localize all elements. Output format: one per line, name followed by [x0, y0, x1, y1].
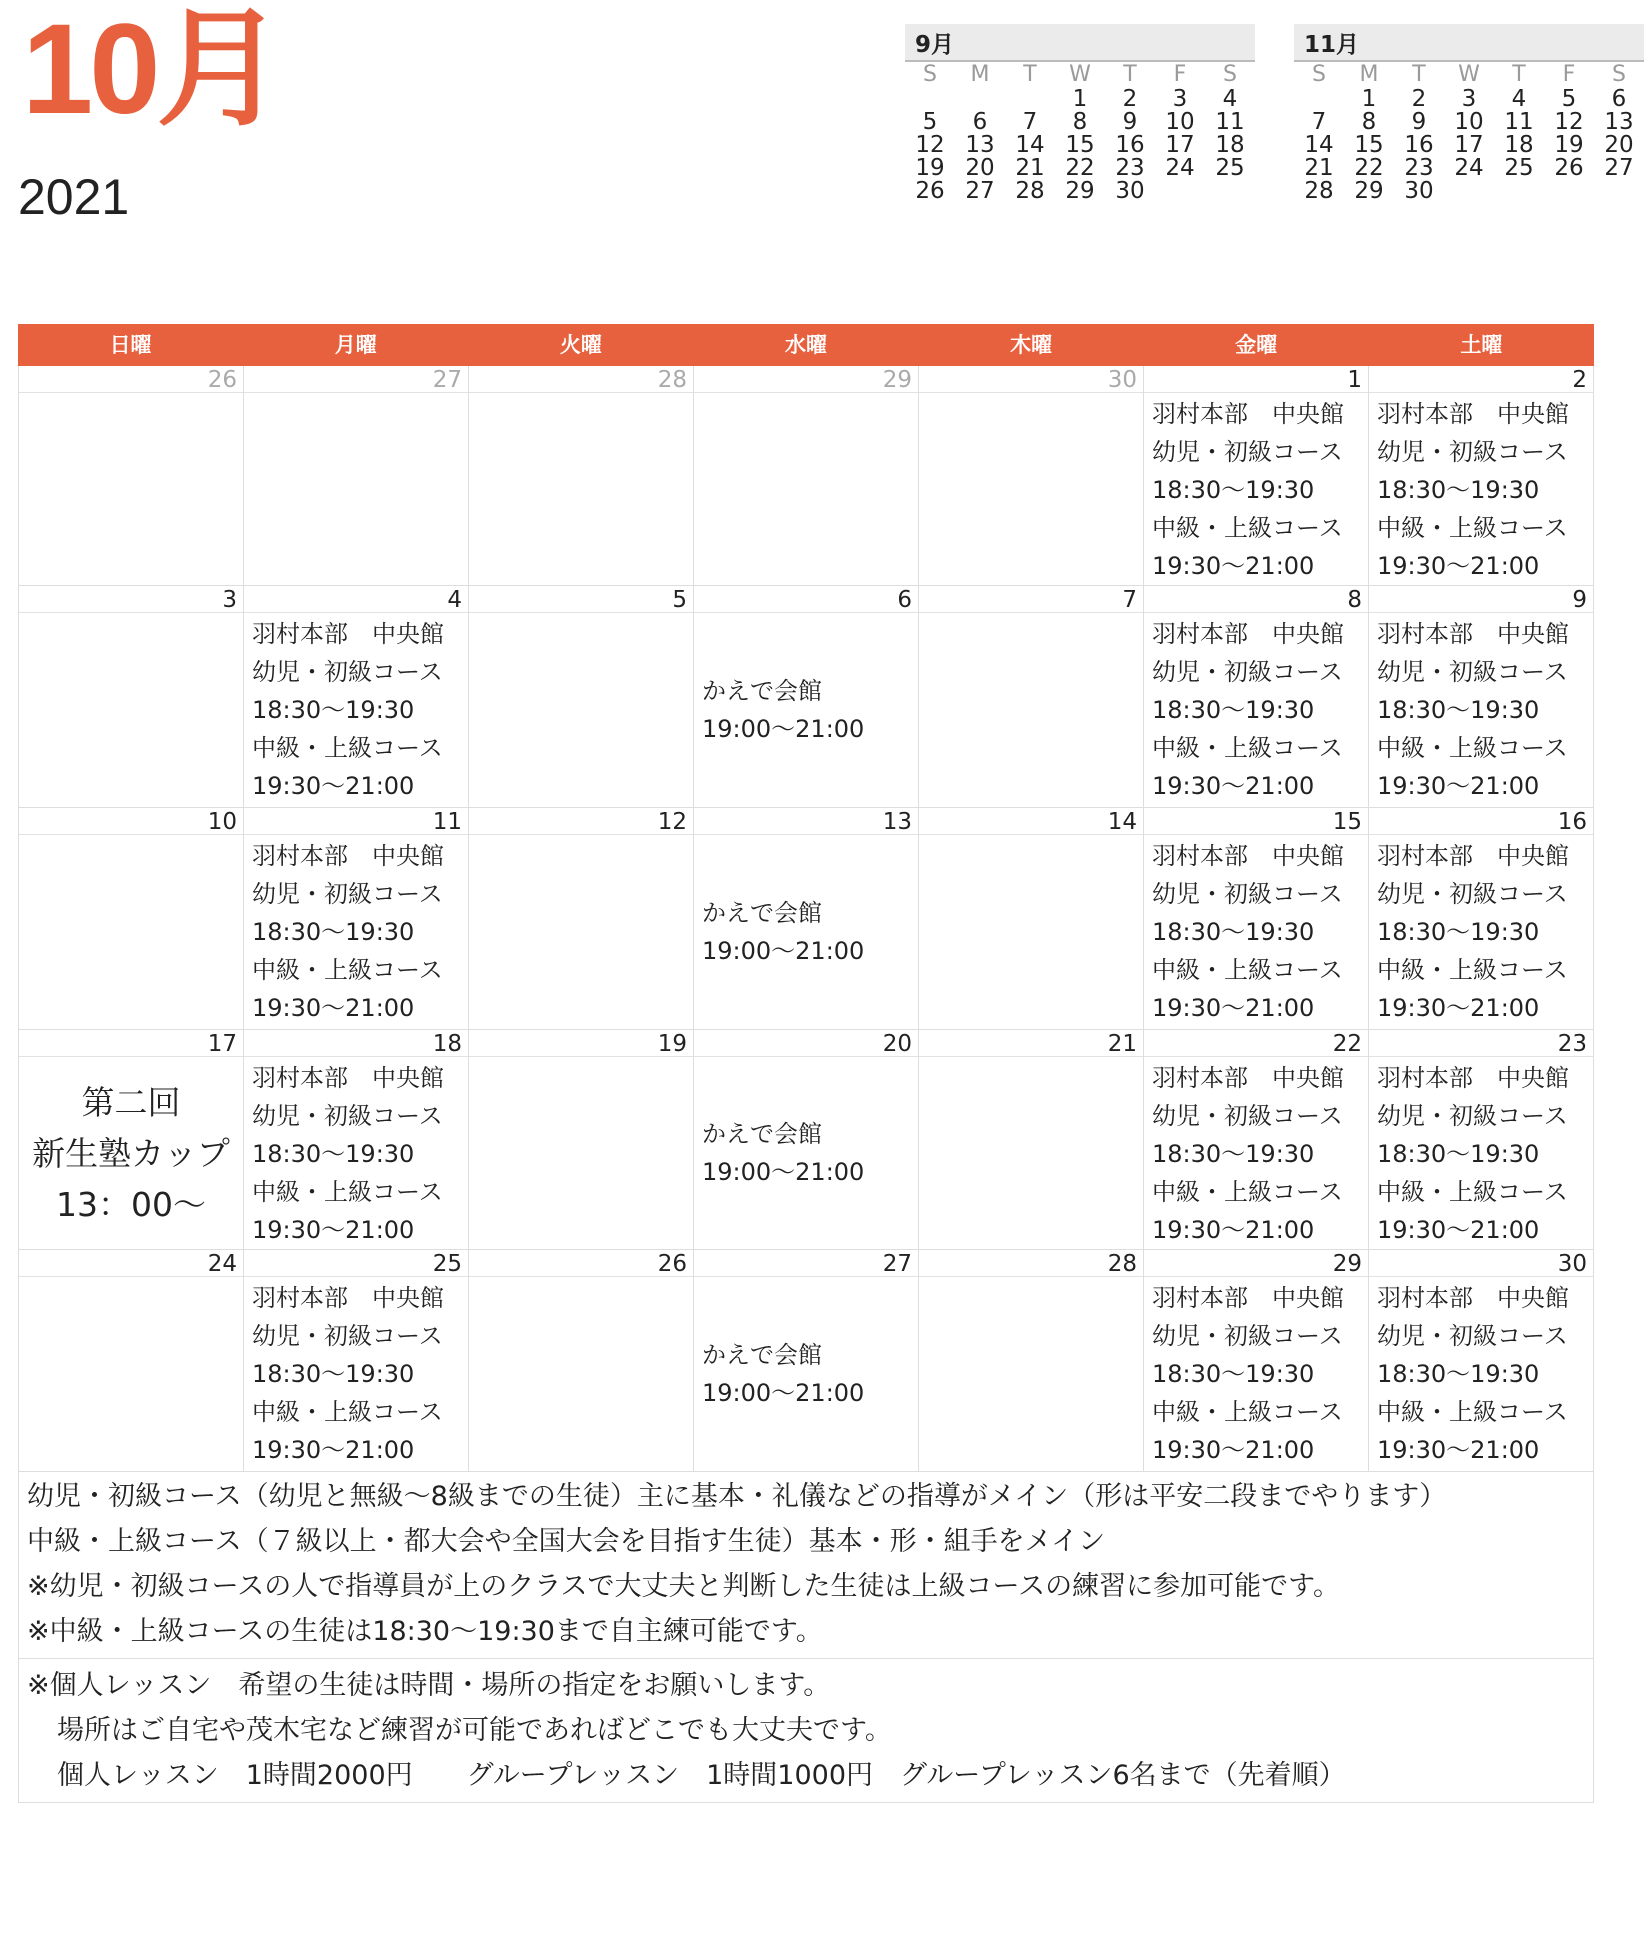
day-cell[interactable]	[1144, 1250, 1369, 1472]
day-number: 23	[1369, 1030, 1593, 1057]
day-cell[interactable]	[19, 1250, 244, 1472]
day-cell[interactable]	[244, 586, 469, 808]
day-cell[interactable]	[244, 1030, 469, 1250]
event-line: かえで会館	[702, 1341, 822, 1369]
weekday-thu: 木曜	[1010, 333, 1053, 357]
event-line: 19:30〜21:00	[1152, 1436, 1315, 1464]
month-calendar	[18, 324, 1594, 1472]
mini-day[interactable]: 11	[1504, 109, 1534, 135]
mini-dow-label: F	[1562, 62, 1576, 87]
day-cell[interactable]	[694, 1030, 919, 1250]
mini-calendar-grid	[905, 62, 1255, 203]
day-cell[interactable]	[919, 808, 1144, 1030]
event-line: 中級・上級コース	[1377, 1178, 1568, 1206]
event-line: 幼児・初級コース	[1377, 438, 1568, 466]
day-cell[interactable]	[469, 586, 694, 808]
event-line: 羽村本部 中央館	[252, 1064, 444, 1092]
mini-day	[1005, 88, 1055, 111]
day-cell[interactable]	[1144, 808, 1369, 1030]
mini-day[interactable]: 27	[1604, 155, 1634, 181]
mini-day[interactable]: 3	[1461, 86, 1477, 112]
event-line: 中級・上級コース	[1152, 1398, 1343, 1426]
event-line: 19:00〜21:00	[702, 1379, 865, 1407]
day-number: 6	[694, 586, 918, 613]
day-number: 18	[244, 1030, 468, 1057]
mini-day[interactable]: 27	[965, 178, 995, 204]
class-event[interactable]	[1369, 613, 1593, 805]
day-number: 22	[1144, 1030, 1368, 1057]
note-line: ※個人レッスン 希望の生徒は時間・場所の指定をお願いします。	[27, 1670, 831, 1701]
class-event[interactable]	[694, 1057, 918, 1249]
event-line: 18:30〜19:30	[1152, 1360, 1315, 1388]
mini-day[interactable]: 6	[1611, 86, 1627, 112]
note-box	[18, 1659, 1594, 1803]
mini-day[interactable]: 4	[1511, 86, 1527, 112]
mini-day[interactable]: 28	[1015, 178, 1045, 204]
mini-day[interactable]: 7	[1311, 109, 1327, 135]
event-line: 19:00〜21:00	[702, 1158, 865, 1186]
event-line: 19:30〜21:00	[1377, 772, 1540, 800]
day-number: 29	[1144, 1250, 1368, 1277]
mini-dow-label: S	[1223, 62, 1237, 87]
event-line: 羽村本部 中央館	[252, 620, 444, 648]
class-event[interactable]	[1369, 1277, 1593, 1469]
day-cell[interactable]	[469, 1030, 694, 1250]
day-number: 29	[694, 366, 918, 393]
event-line: 18:30〜19:30	[252, 696, 415, 724]
class-event[interactable]	[1369, 1057, 1593, 1249]
weekday-sun: 日曜	[109, 333, 152, 357]
note-box	[18, 1470, 1594, 1659]
mini-calendar-nov	[1294, 24, 1644, 203]
mini-day[interactable]: 8	[1361, 109, 1377, 135]
event-line: 第二回	[81, 1082, 181, 1122]
mini-dow-label: M	[1359, 62, 1379, 87]
weekday-tue: 火曜	[559, 333, 602, 357]
class-event[interactable]	[694, 835, 918, 1029]
day-cell[interactable]	[1369, 366, 1594, 586]
day-cell[interactable]	[919, 1030, 1144, 1250]
mini-day[interactable]: 16	[1404, 132, 1434, 158]
mini-day[interactable]: 17	[1165, 132, 1195, 158]
mini-day[interactable]: 18	[1504, 132, 1534, 158]
mini-day[interactable]: 15	[1065, 132, 1095, 158]
day-cell[interactable]	[19, 366, 244, 586]
mini-day[interactable]: 10	[1454, 109, 1484, 135]
class-event[interactable]	[244, 613, 468, 805]
class-event[interactable]	[1369, 835, 1593, 1027]
calendar-body	[18, 366, 1594, 1472]
mini-dow-label: T	[1512, 62, 1526, 87]
event-line: 羽村本部 中央館	[252, 1284, 444, 1312]
mini-day	[1294, 88, 1344, 111]
event-line: 中級・上級コース	[252, 1178, 443, 1206]
day-number: 12	[469, 808, 693, 835]
event-line: 羽村本部 中央館	[1377, 842, 1569, 870]
class-event[interactable]	[694, 613, 918, 807]
event-line: 中級・上級コース	[252, 1398, 443, 1426]
event-line: 幼児・初級コース	[1377, 880, 1568, 908]
note-line: 幼児・初級コース（幼児と無級〜8級までの生徒）主に基本・礼儀などの指導がメイン（形は平安二段までやります）	[27, 1481, 1447, 1512]
mini-day[interactable]: 24	[1165, 155, 1195, 181]
mini-calendar-grid	[1294, 62, 1644, 203]
day-number: 11	[244, 808, 468, 835]
weekday-fri: 金曜	[1235, 333, 1278, 357]
day-number: 3	[19, 586, 243, 613]
day-number: 15	[1144, 808, 1368, 835]
day-cell[interactable]	[1144, 1030, 1369, 1250]
day-cell[interactable]	[1369, 1030, 1594, 1250]
mini-day[interactable]: 25	[1504, 155, 1534, 181]
mini-day[interactable]: 23	[1404, 155, 1434, 181]
mini-day[interactable]: 14	[1015, 132, 1045, 158]
event-line: 19:00〜21:00	[702, 715, 865, 743]
mini-day[interactable]: 17	[1454, 132, 1484, 158]
mini-dow-label: F	[1173, 62, 1187, 87]
day-number: 21	[919, 1030, 1143, 1057]
event-line: 19:30〜21:00	[1377, 552, 1540, 580]
event-line: 19:30〜21:00	[1377, 1436, 1540, 1464]
day-number: 13	[694, 808, 918, 835]
class-event[interactable]	[1144, 393, 1368, 585]
day-number: 30	[1369, 1250, 1593, 1277]
note-line: 場所はご自宅や茂木宅など練習が可能であればどこでも大丈夫です。	[57, 1715, 892, 1746]
day-cell[interactable]	[1369, 1250, 1594, 1472]
day-cell[interactable]	[694, 1250, 919, 1472]
mini-dow-label: S	[1312, 62, 1326, 87]
mini-day[interactable]: 26	[1554, 155, 1584, 181]
day-number: 20	[694, 1030, 918, 1057]
mini-dow-label: S	[1612, 62, 1626, 87]
class-event[interactable]	[244, 835, 468, 1027]
day-number: 24	[19, 1250, 243, 1277]
mini-calendar-title: 9月	[905, 24, 1255, 62]
day-cell[interactable]	[469, 366, 694, 586]
event-line: 新生塾カップ	[32, 1133, 230, 1173]
mini-day[interactable]: 19	[1554, 132, 1584, 158]
mini-day[interactable]: 1	[1361, 86, 1377, 112]
event-line: 19:30〜21:00	[252, 1436, 415, 1464]
mini-day	[955, 88, 1005, 111]
mini-day[interactable]: 14	[1304, 132, 1334, 158]
day-cell[interactable]	[694, 808, 919, 1030]
mini-day[interactable]: 29	[1065, 178, 1095, 204]
mini-calendar-sep	[905, 24, 1255, 203]
event-line: 18:30〜19:30	[1152, 918, 1315, 946]
day-number: 26	[19, 366, 243, 393]
mini-dow-label: T	[1023, 62, 1037, 87]
day-cell[interactable]	[244, 808, 469, 1030]
day-number: 28	[469, 366, 693, 393]
event-line: 19:30〜21:00	[1152, 1216, 1315, 1244]
day-number: 27	[244, 366, 468, 393]
event-line: 幼児・初級コース	[1152, 438, 1343, 466]
mini-day[interactable]: 25	[1215, 155, 1245, 181]
day-cell[interactable]	[19, 1030, 244, 1250]
mini-dow-label: W	[1069, 62, 1091, 87]
mini-day[interactable]: 18	[1215, 132, 1245, 158]
event-line: 18:30〜19:30	[1377, 1140, 1540, 1168]
day-cell[interactable]	[1144, 366, 1369, 586]
day-number: 26	[469, 1250, 693, 1277]
mini-day[interactable]: 13	[1604, 109, 1634, 135]
event-line: 羽村本部 中央館	[1377, 1064, 1569, 1092]
mini-day[interactable]: 11	[1215, 109, 1245, 135]
mini-day[interactable]: 26	[915, 178, 945, 204]
mini-dow-label: T	[1412, 62, 1426, 87]
mini-day[interactable]: 16	[1115, 132, 1145, 158]
mini-day[interactable]: 2	[1122, 86, 1138, 112]
event-line: 18:30〜19:30	[252, 918, 415, 946]
class-event[interactable]	[1144, 613, 1368, 805]
class-event[interactable]	[1144, 1277, 1368, 1469]
day-cell[interactable]	[694, 366, 919, 586]
note-line: ※中級・上級コースの生徒は18:30〜19:30まで自主練可能です。	[27, 1616, 823, 1647]
mini-day[interactable]: 28	[1304, 178, 1334, 204]
day-number: 5	[469, 586, 693, 613]
day-cell[interactable]	[919, 1250, 1144, 1472]
event-line: 幼児・初級コース	[1377, 658, 1568, 686]
event-line: 幼児・初級コース	[1152, 880, 1343, 908]
mini-dow-label: W	[1458, 62, 1480, 87]
day-number: 27	[694, 1250, 918, 1277]
mini-dow-label: S	[923, 62, 937, 87]
event-line: 18:30〜19:30	[1377, 696, 1540, 724]
event-line: 羽村本部 中央館	[1152, 842, 1344, 870]
event-line: 中級・上級コース	[1377, 734, 1568, 762]
note-line: 個人レッスン 1時間2000円 グループレッスン 1時間1000円 グループレッスン6名まで（先着順）	[57, 1760, 1346, 1791]
event-line: 中級・上級コース	[1152, 514, 1343, 542]
event-line: 中級・上級コース	[252, 734, 443, 762]
mini-day[interactable]: 7	[1022, 109, 1038, 135]
event-line: 19:30〜21:00	[1377, 1216, 1540, 1244]
mini-day[interactable]: 12	[915, 132, 945, 158]
day-number: 30	[919, 366, 1143, 393]
day-number: 7	[919, 586, 1143, 613]
day-number: 8	[1144, 586, 1368, 613]
class-event[interactable]	[1369, 393, 1593, 585]
day-cell[interactable]	[919, 366, 1144, 586]
event-line: 羽村本部 中央館	[1377, 400, 1569, 428]
event-line: 19:30〜21:00	[1152, 552, 1315, 580]
mini-day[interactable]: 8	[1072, 109, 1088, 135]
event-line: 羽村本部 中央館	[1377, 620, 1569, 648]
day-cell[interactable]	[694, 586, 919, 808]
event-line: 19:30〜21:00	[1152, 772, 1315, 800]
mini-day[interactable]: 5	[922, 109, 938, 135]
day-cell[interactable]	[244, 1250, 469, 1472]
day-number: 14	[919, 808, 1143, 835]
special-event[interactable]	[19, 1057, 243, 1249]
event-line: 18:30〜19:30	[1377, 1360, 1540, 1388]
mini-day[interactable]: 2	[1411, 86, 1427, 112]
mini-day[interactable]: 21	[1015, 155, 1045, 181]
event-line: 中級・上級コース	[1377, 956, 1568, 984]
day-cell[interactable]	[469, 1250, 694, 1472]
event-line: 18:30〜19:30	[1152, 476, 1315, 504]
day-cell[interactable]	[1144, 586, 1369, 808]
event-line: かえで会館	[702, 1120, 822, 1148]
mini-dow-label: T	[1123, 62, 1137, 87]
mini-day[interactable]: 13	[965, 132, 995, 158]
event-line: 18:30〜19:30	[1152, 1140, 1315, 1168]
event-line: 18:30〜19:30	[252, 1140, 415, 1168]
class-event[interactable]	[244, 1057, 468, 1249]
event-line: 中級・上級コース	[252, 956, 443, 984]
event-line: 幼児・初級コース	[252, 1322, 443, 1350]
day-number: 28	[919, 1250, 1143, 1277]
mini-day[interactable]: 19	[915, 155, 945, 181]
event-line: 19:30〜21:00	[252, 772, 415, 800]
weekday-wed: 水曜	[784, 333, 827, 357]
event-line: 19:30〜21:00	[1377, 994, 1540, 1022]
event-line: 幼児・初級コース	[252, 658, 443, 686]
day-cell[interactable]	[19, 808, 244, 1030]
day-number: 25	[244, 1250, 468, 1277]
mini-day[interactable]: 20	[1604, 132, 1634, 158]
month-title: 10月	[22, 0, 281, 141]
day-number: 17	[19, 1030, 243, 1057]
mini-day[interactable]: 5	[1561, 86, 1577, 112]
event-line: 19:00〜21:00	[702, 937, 865, 965]
event-line: 羽村本部 中央館	[1152, 620, 1344, 648]
class-event[interactable]	[244, 1277, 468, 1469]
mini-day[interactable]: 29	[1354, 178, 1384, 204]
event-line: 18:30〜19:30	[252, 1360, 415, 1388]
day-cell[interactable]	[1369, 808, 1594, 1030]
event-line: 中級・上級コース	[1377, 514, 1568, 542]
mini-day[interactable]: 10	[1165, 109, 1195, 135]
weekday-mon: 月曜	[334, 333, 377, 357]
event-line: 19:30〜21:00	[252, 994, 415, 1022]
day-number: 4	[244, 586, 468, 613]
event-line: 幼児・初級コース	[252, 880, 443, 908]
mini-day[interactable]: 6	[972, 109, 988, 135]
event-line: 羽村本部 中央館	[252, 842, 444, 870]
class-event[interactable]	[1144, 835, 1368, 1027]
year-title: 2021	[18, 169, 130, 225]
mini-dow-label: M	[970, 62, 990, 87]
event-line: 幼児・初級コース	[1152, 1102, 1343, 1130]
mini-day[interactable]: 9	[1122, 109, 1138, 135]
mini-day[interactable]: 23	[1115, 155, 1145, 181]
event-line: 羽村本部 中央館	[1377, 1284, 1569, 1312]
note-line: ※幼児・初級コースの人で指導員が上のクラスで大丈夫と判断した生徒は上級コースの練習に参加可能です。	[27, 1571, 1340, 1602]
event-line: 中級・上級コース	[1152, 1178, 1343, 1206]
note-line: 中級・上級コース（７級以上・都大会や全国大会を目指す生徒）基本・形・組手をメイン	[27, 1526, 1106, 1557]
day-cell[interactable]	[469, 808, 694, 1030]
mini-day[interactable]: 1	[1072, 86, 1088, 112]
event-line: 中級・上級コース	[1152, 734, 1343, 762]
event-line: 19:30〜21:00	[1152, 994, 1315, 1022]
event-line: 13：00〜	[56, 1184, 206, 1224]
day-number: 19	[469, 1030, 693, 1057]
event-line: 羽村本部 中央館	[1152, 1284, 1344, 1312]
mini-day	[905, 88, 955, 111]
mini-day[interactable]: 24	[1454, 155, 1484, 181]
day-number: 16	[1369, 808, 1593, 835]
event-line: 羽村本部 中央館	[1152, 1064, 1344, 1092]
weekday-sat: 土曜	[1460, 333, 1503, 357]
event-line: かえで会館	[702, 899, 822, 927]
weekday-header-row	[18, 324, 1594, 366]
event-line: 19:30〜21:00	[252, 1216, 415, 1244]
event-line: 幼児・初級コース	[1377, 1322, 1568, 1350]
event-line: 中級・上級コース	[1152, 956, 1343, 984]
event-line: 幼児・初級コース	[252, 1102, 443, 1130]
mini-calendar-title: 11月	[1294, 24, 1644, 62]
event-line: 中級・上級コース	[1377, 1398, 1568, 1426]
mini-day[interactable]: 9	[1411, 109, 1427, 135]
mini-day[interactable]: 12	[1554, 109, 1584, 135]
mini-day[interactable]: 3	[1172, 86, 1188, 112]
notes-section	[18, 1470, 1594, 1803]
event-line: 羽村本部 中央館	[1152, 400, 1344, 428]
event-line: 18:30〜19:30	[1377, 476, 1540, 504]
mini-day[interactable]: 22	[1354, 155, 1384, 181]
mini-day[interactable]: 22	[1065, 155, 1095, 181]
event-line: 18:30〜19:30	[1377, 918, 1540, 946]
mini-day[interactable]: 21	[1304, 155, 1334, 181]
day-cell[interactable]	[1369, 586, 1594, 808]
day-number: 10	[19, 808, 243, 835]
mini-day[interactable]: 15	[1354, 132, 1384, 158]
day-number: 2	[1369, 366, 1593, 393]
day-number: 1	[1144, 366, 1368, 393]
event-line: 18:30〜19:30	[1152, 696, 1315, 724]
day-cell[interactable]	[19, 586, 244, 808]
day-number: 9	[1369, 586, 1593, 613]
day-cell[interactable]	[919, 586, 1144, 808]
event-line: かえで会館	[702, 677, 822, 705]
mini-day[interactable]: 4	[1222, 86, 1238, 112]
event-line: 幼児・初級コース	[1152, 1322, 1343, 1350]
mini-day[interactable]: 30	[1115, 178, 1145, 204]
class-event[interactable]	[1144, 1057, 1368, 1249]
mini-day[interactable]: 30	[1404, 178, 1434, 204]
mini-day[interactable]: 20	[965, 155, 995, 181]
event-line: 幼児・初級コース	[1152, 658, 1343, 686]
event-line: 幼児・初級コース	[1377, 1102, 1568, 1130]
class-event[interactable]	[694, 1277, 918, 1471]
day-cell[interactable]	[244, 366, 469, 586]
